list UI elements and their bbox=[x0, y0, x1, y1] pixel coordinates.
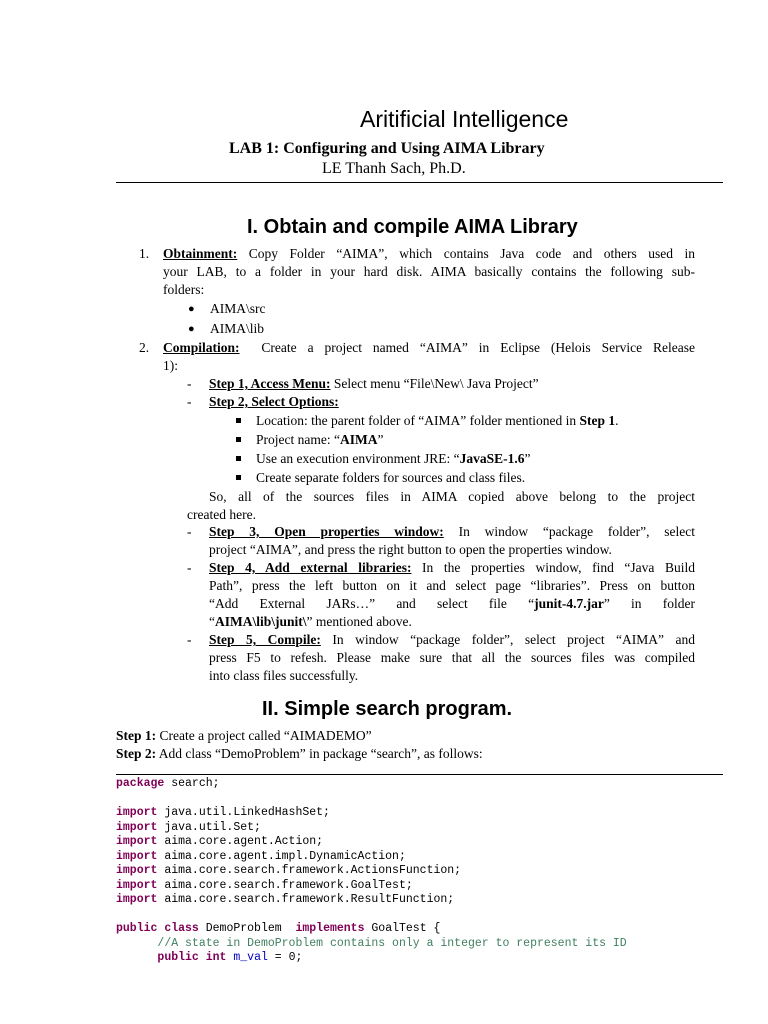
step-1-line: Step 1, Access Menu: Select menu “File\New\ Java Project” bbox=[209, 376, 539, 391]
dash-marker: - bbox=[187, 524, 192, 539]
item-2-number: 2. bbox=[139, 340, 150, 355]
folder-lib-item: AIMA\lib bbox=[210, 321, 264, 336]
step-3-line-2: project “AIMA”, and press the right button to open the properties window. bbox=[209, 542, 612, 557]
code-line: package search; bbox=[116, 777, 220, 790]
folder-src-item: AIMA\src bbox=[210, 301, 266, 316]
item-2-line-1: Compilation: Create a project named “AIMA” in Eclipse (Helois Service Release bbox=[163, 340, 695, 355]
option-location: Location: the parent folder of “AIMA” folder mentioned in Step 1. bbox=[256, 413, 619, 428]
code-divider bbox=[116, 774, 723, 775]
so-line-1: So, all of the sources files in AIMA copied above belong to the project bbox=[209, 489, 695, 504]
square-bullet-icon bbox=[236, 418, 241, 423]
item-1-number: 1. bbox=[139, 246, 150, 261]
option-project-name: Project name: “AIMA” bbox=[256, 432, 384, 447]
step-4-line-4: “AIMA\lib\junit\” mentioned above. bbox=[209, 614, 412, 629]
code-line: import aima.core.agent.impl.DynamicAction; bbox=[116, 849, 406, 863]
so-line-2: created here. bbox=[187, 507, 256, 522]
item-2-line-2: 1): bbox=[163, 358, 178, 373]
code-block bbox=[116, 777, 627, 966]
step-3-line-1: Step 3, Open properties window: In window “package folder”, select bbox=[209, 524, 696, 539]
code-line: import aima.core.search.framework.ActionsFunction; bbox=[116, 864, 462, 877]
code-line: import java.util.LinkedHashSet; bbox=[116, 806, 330, 819]
code-line: public int m_val = 0; bbox=[157, 951, 303, 964]
step-4-line-2: Path”, press the left button on it and select page “libraries”. Press on button bbox=[209, 578, 695, 593]
lab-subtitle: LAB 1: Configuring and Using AIMA Library bbox=[229, 140, 545, 157]
option-separate-folders: Create separate folders for sources and class files. bbox=[256, 470, 526, 485]
item-1-line-2: your LAB, to a folder in your hard disk. AIMA basically contains the following sub- bbox=[163, 264, 695, 279]
author-line: LE Thanh Sach, Ph.D. bbox=[322, 160, 466, 177]
dash-marker: - bbox=[187, 632, 192, 647]
header-divider bbox=[116, 182, 723, 183]
code-line: import java.util.Set; bbox=[116, 820, 261, 834]
step-5-line-2: press F5 to refesh. Please make sure that all the sources files was compiled bbox=[209, 650, 695, 665]
square-bullet-icon bbox=[236, 475, 241, 480]
square-bullet-icon bbox=[236, 437, 241, 442]
step-5-line-1: Step 5, Compile: In window “package folder”, select project “AIMA” and bbox=[209, 632, 696, 647]
square-bullet-icon bbox=[236, 456, 241, 461]
dash-marker: - bbox=[187, 376, 192, 391]
section-2-step-1: Step 1: Create a project called “AIMADEMO” bbox=[116, 728, 372, 743]
code-line: import aima.core.search.framework.GoalTest; bbox=[116, 878, 413, 892]
dash-marker: - bbox=[187, 560, 192, 575]
dash-marker: - bbox=[187, 394, 192, 409]
code-line: //A state in DemoProblem contains only a integer to represent its ID bbox=[157, 936, 627, 950]
bullet-icon: ● bbox=[188, 323, 195, 335]
section-2-step-2: Step 2: Add class “DemoProblem” in package “search”, as follows: bbox=[116, 746, 483, 761]
step-4-line-3: “Add External JARs…” and select file “junit-4.7.jar” in folder bbox=[209, 596, 695, 611]
item-1-line-3: folders: bbox=[163, 282, 205, 297]
step-4-line-1: Step 4, Add external libraries: In the properties window, find “Java Build bbox=[209, 560, 695, 575]
document-title: Aritificial Intelligence bbox=[360, 106, 569, 132]
compilation-label: Compilation: bbox=[163, 340, 240, 355]
step-5-line-3: into class files successfully. bbox=[209, 668, 359, 683]
code-line: import aima.core.search.framework.ResultFunction; bbox=[116, 893, 455, 906]
bullet-icon: ● bbox=[188, 303, 195, 315]
obtainment-label: Obtainment: bbox=[163, 246, 238, 261]
code-line: import aima.core.agent.Action; bbox=[116, 835, 324, 848]
item-1-line-1: Obtainment: Copy Folder “AIMA”, which contains Java code and others used in bbox=[163, 246, 696, 261]
section-2-heading: II. Simple search program. bbox=[262, 698, 513, 720]
step-2-label: Step 2, Select Options: bbox=[209, 394, 339, 409]
code-line: public class DemoProblem implements GoalTest { bbox=[116, 922, 441, 935]
section-1-heading: I. Obtain and compile AIMA Library bbox=[247, 216, 578, 238]
option-jre: Use an execution environment JRE: “JavaSE-1.6” bbox=[256, 451, 531, 466]
